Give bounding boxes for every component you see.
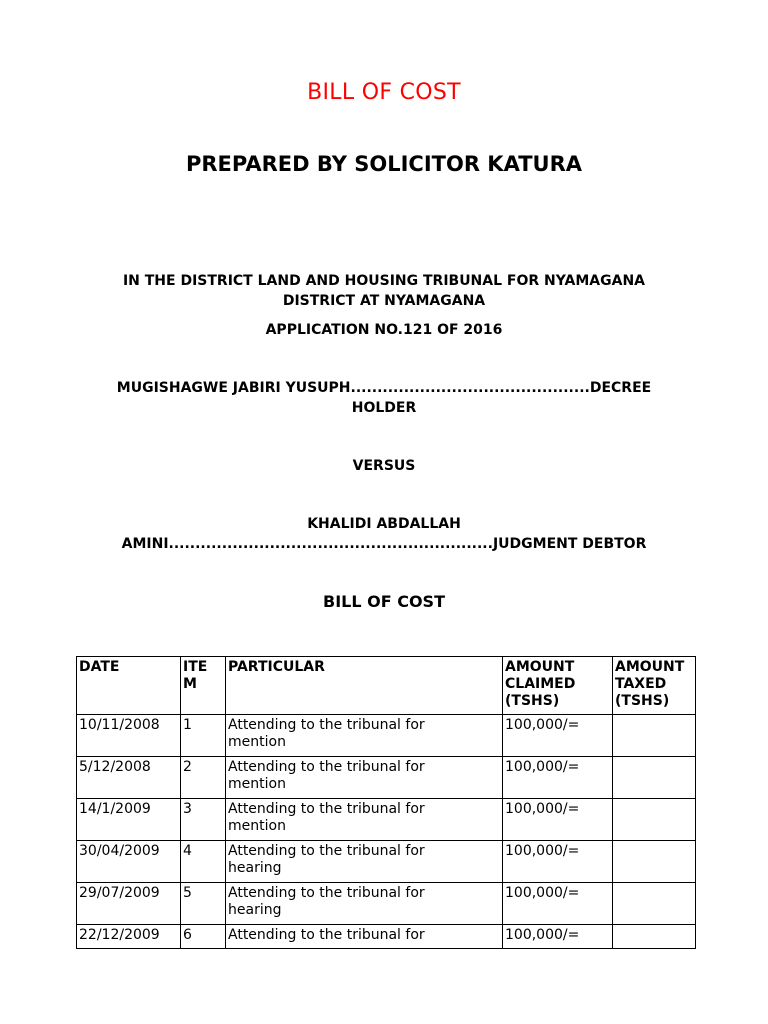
cell-particular: Attending to the tribunal for hearing: [226, 883, 503, 925]
cell-date: 30/04/2009: [77, 841, 181, 883]
cell-amount-claimed: 100,000/=: [503, 841, 613, 883]
header-amount-claimed: AMOUNT CLAIMED (TSHS): [503, 657, 613, 715]
cell-date: 14/1/2009: [77, 799, 181, 841]
header-item: ITE M: [181, 657, 226, 715]
cell-amount-claimed: 100,000/=: [503, 757, 613, 799]
cell-particular: Attending to the tribunal for: [226, 925, 503, 949]
table-row: [77, 883, 696, 925]
cell-amount-claimed: 100,000/=: [503, 715, 613, 757]
cell-item: 3: [181, 799, 226, 841]
cell-amount-claimed: 100,000/=: [503, 925, 613, 949]
cell-amount-taxed: [613, 925, 696, 949]
document-title: BILL OF COST: [307, 80, 461, 105]
cell-date: 29/07/2009: [77, 883, 181, 925]
cell-particular: Attending to the tribunal for mention: [226, 799, 503, 841]
bill-of-cost-section-title: BILL OF COST: [323, 592, 445, 611]
table-header-row: [77, 657, 696, 715]
table-row: [77, 799, 696, 841]
table-row: [77, 841, 696, 883]
cell-item: 4: [181, 841, 226, 883]
cell-amount-taxed: [613, 757, 696, 799]
cell-date: 22/12/2009: [77, 925, 181, 949]
cell-item: 2: [181, 757, 226, 799]
decree-holder: [80, 378, 688, 418]
cell-item: 6: [181, 925, 226, 949]
judgment-debtor-line-1: KHALIDI ABDALLAH: [307, 516, 461, 532]
cell-item: 5: [181, 883, 226, 925]
court-line-1: IN THE DISTRICT LAND AND HOUSING TRIBUNAL FOR NYAMAGANA: [122, 273, 646, 289]
court-line-2: DISTRICT AT NYAMAGANA: [282, 293, 486, 309]
cell-date: 5/12/2008: [77, 757, 181, 799]
table-row: [77, 925, 696, 949]
decree-holder-line-1: MUGISHAGWE JABIRI YUSUPH.............................................DECREE: [116, 380, 652, 396]
header-amount-taxed: AMOUNT TAXED (TSHS): [613, 657, 696, 715]
cell-particular: Attending to the tribunal for mention: [226, 757, 503, 799]
judgment-debtor: [80, 514, 688, 554]
court-heading: [80, 271, 688, 311]
header-particular: PARTICULAR: [226, 657, 503, 715]
cell-item: 1: [181, 715, 226, 757]
cell-particular: Attending to the tribunal for mention: [226, 715, 503, 757]
cell-amount-claimed: 100,000/=: [503, 799, 613, 841]
bill-of-cost-table: [76, 656, 696, 949]
cell-date: 10/11/2008: [77, 715, 181, 757]
cell-amount-claimed: 100,000/=: [503, 883, 613, 925]
prepared-by-heading: PREPARED BY SOLICITOR KATURA: [185, 152, 582, 176]
table-row: [77, 715, 696, 757]
cell-amount-taxed: [613, 799, 696, 841]
application-number: APPLICATION NO.121 OF 2016: [265, 322, 503, 338]
decree-holder-line-2: HOLDER: [351, 400, 417, 416]
cell-amount-taxed: [613, 841, 696, 883]
cell-particular: Attending to the tribunal for hearing: [226, 841, 503, 883]
versus-label: VERSUS: [352, 458, 416, 474]
table-row: [77, 757, 696, 799]
header-date: DATE: [77, 657, 181, 715]
cell-amount-taxed: [613, 883, 696, 925]
judgment-debtor-line-2: AMINI.............................................................JUDGMENT DEBTOR: [121, 536, 647, 552]
cell-amount-taxed: [613, 715, 696, 757]
